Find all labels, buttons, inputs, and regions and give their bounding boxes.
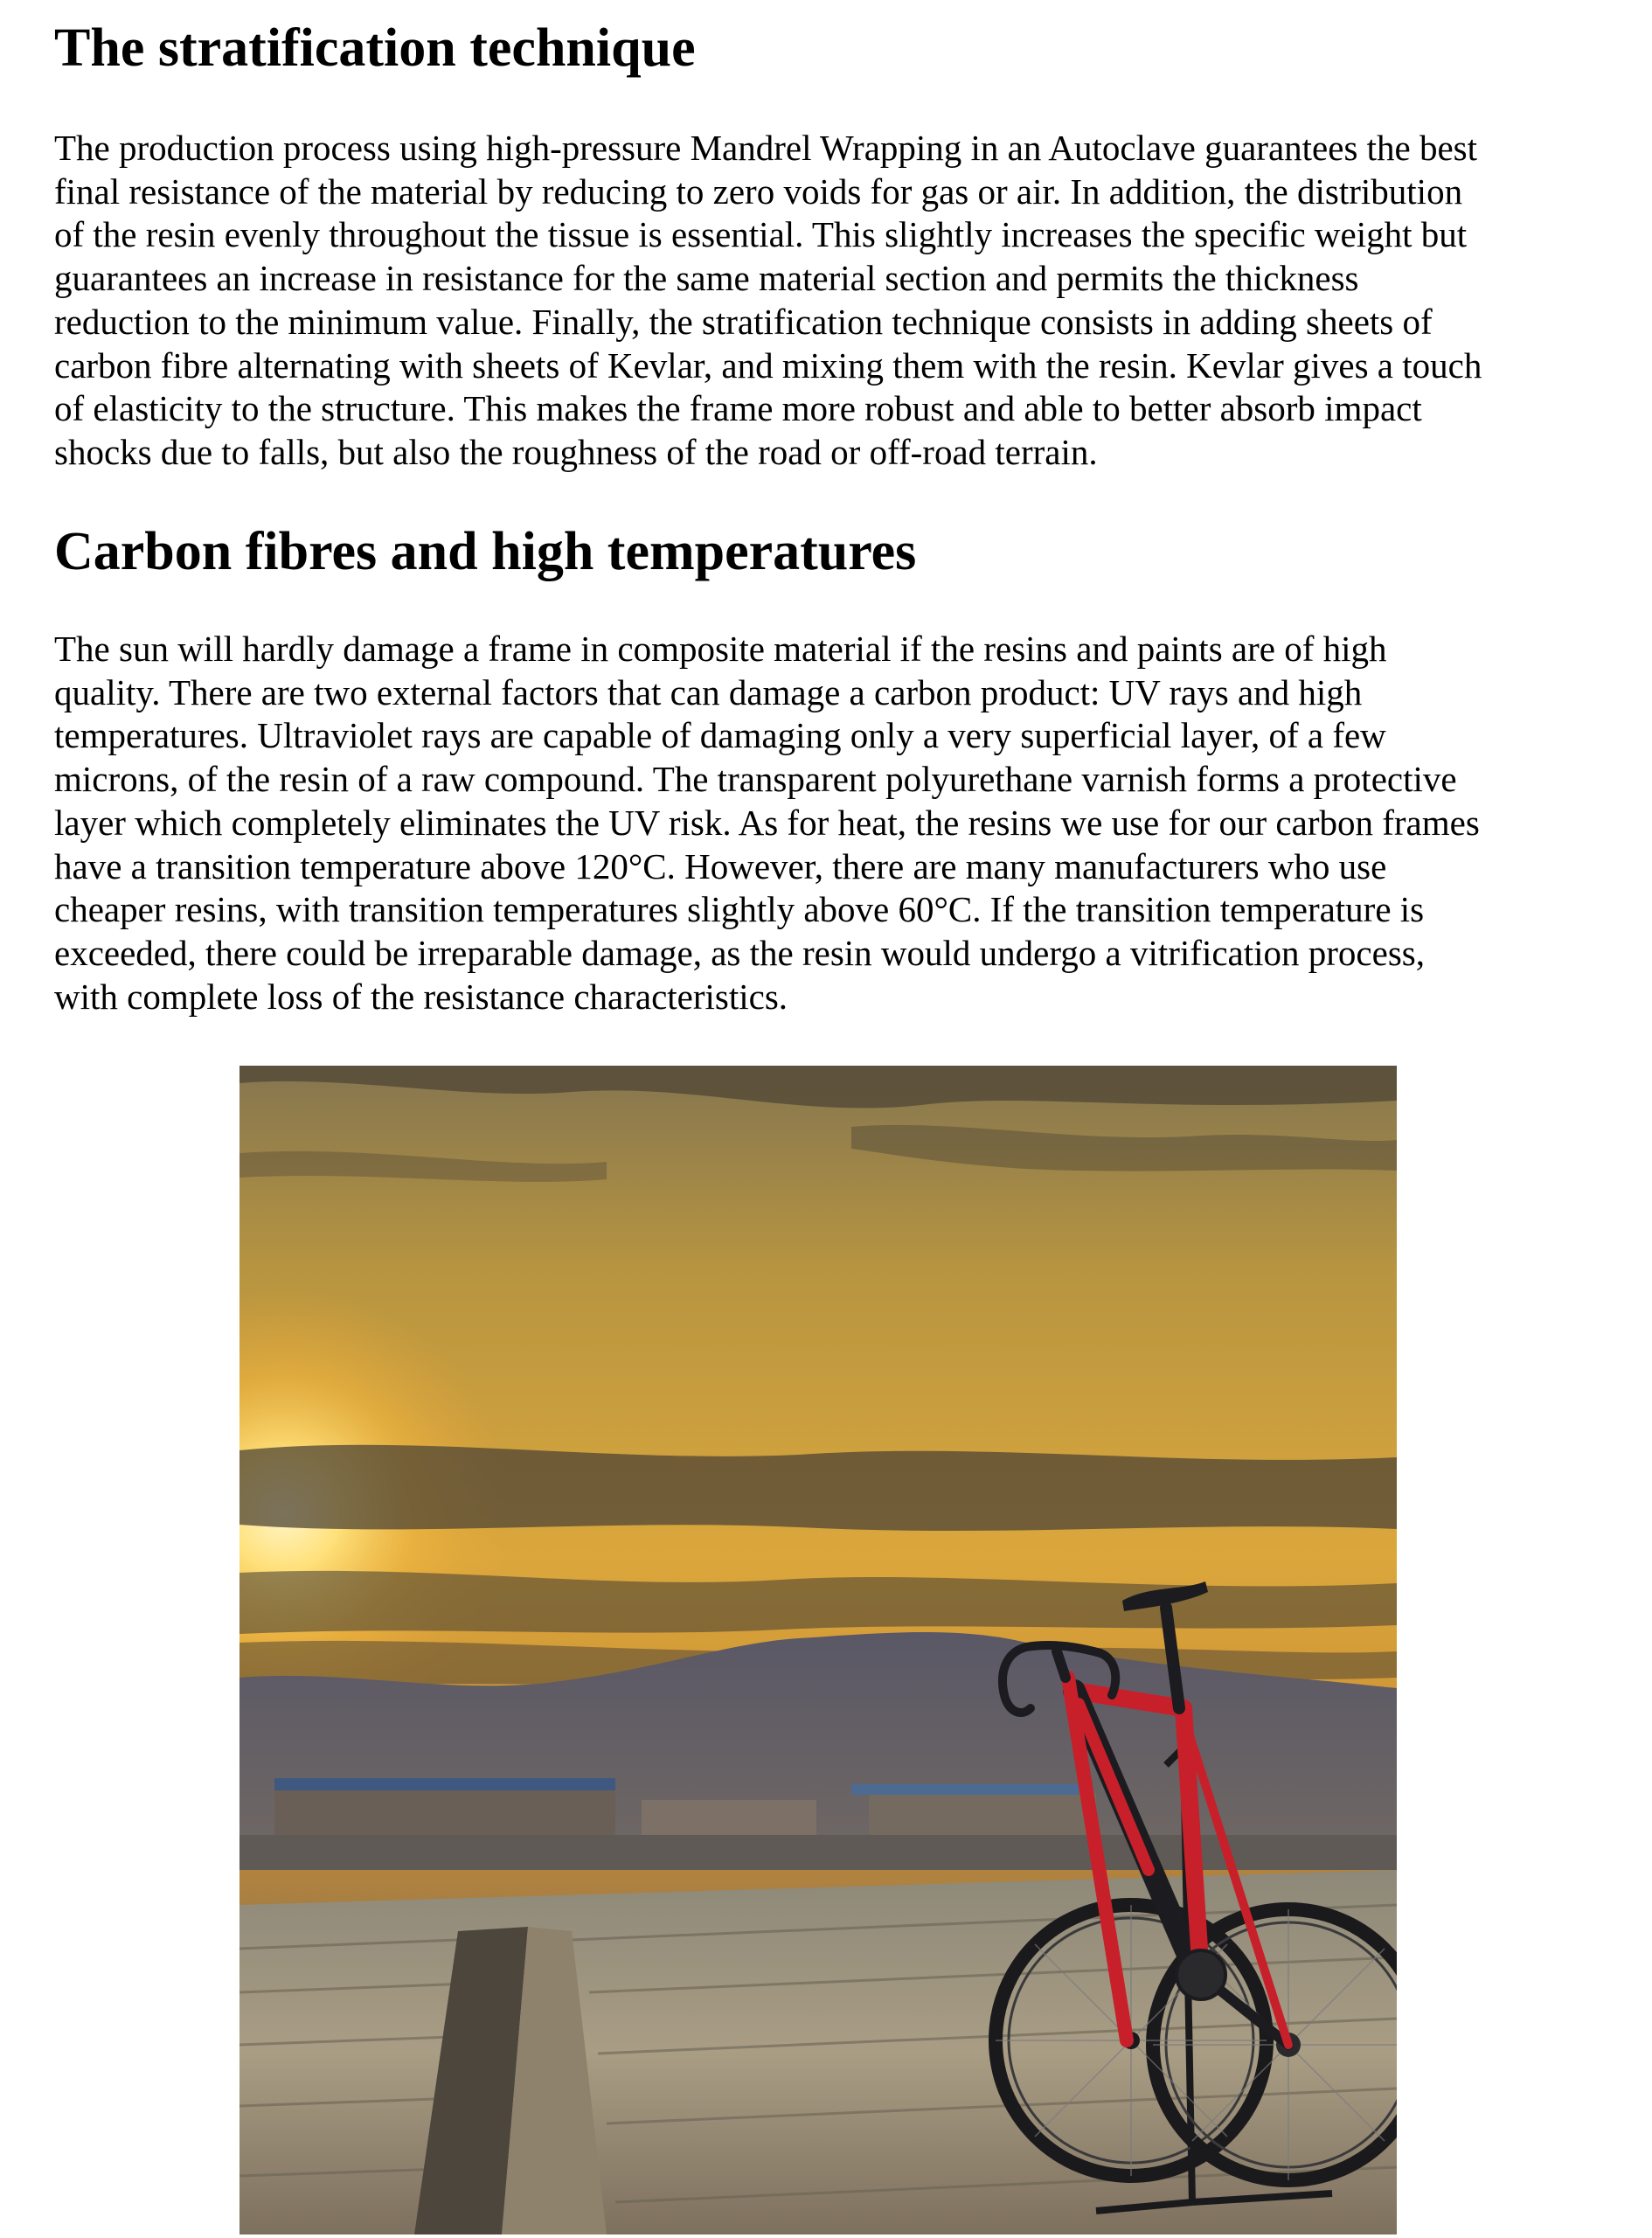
paragraph-high-temperatures — [54, 628, 1628, 1018]
text-line: of the resin evenly throughout the tissue is essential. This slightly increases the specific weight but — [54, 214, 1468, 255]
text-line: cheaper resins, with transition temperatures slightly above 60°C. If the transition temperature is — [54, 889, 1425, 930]
text-line: exceeded, there could be irreparable damage, as the resin would undergo a vitrification process, — [54, 932, 1425, 973]
text-line: guarantees an increase in resistance for the same material section and permits the thickness — [54, 258, 1359, 299]
paragraph-stratification — [54, 127, 1628, 475]
road-bike-sunset-photo — [239, 1066, 1397, 2235]
text-line: quality. There are two external factors that can damage a carbon product: UV rays and high — [54, 671, 1363, 712]
text-line: carbon fibre alternating with sheets of Kevlar, and mixing them with the resin. Kevlar gives a touch — [54, 344, 1482, 386]
text-line: with complete loss of the resistance characteristics. — [54, 976, 788, 1017]
text-line: have a transition temperature above 120°C. However, there are many manufacturers who use — [54, 845, 1387, 886]
section-heading-high-temperatures: Carbon fibres and high temperatures — [54, 522, 917, 581]
text-line: The sun will hardly damage a frame in composite material if the resins and paints are of high — [54, 629, 1387, 669]
text-line: shocks due to falls, but also the roughness of the road or off-road terrain. — [54, 431, 1098, 472]
text-line: The production process using high-pressure Mandrel Wrapping in an Autoclave guarantees the best — [54, 128, 1478, 168]
text-line: temperatures. Ultraviolet rays are capable of damaging only a very superficial layer, of a few — [54, 715, 1386, 756]
photo-illustration — [239, 1066, 1397, 2235]
text-line: of elasticity to the structure. This makes the frame more robust and able to better absorb impact — [54, 388, 1422, 429]
section-heading-stratification: The stratification technique — [54, 18, 696, 78]
text-line: final resistance of the material by reducing to zero voids for gas or air. In addition, the distribution — [54, 170, 1463, 212]
text-line: reduction to the minimum value. Finally, the stratification technique consists in adding sheets of — [54, 301, 1433, 342]
text-line: microns, of the resin of a raw compound. The transparent polyurethane varnish forms a protective — [54, 759, 1457, 800]
text-line: layer which completely eliminates the UV risk. As for heat, the resins we use for our carbon frames — [54, 802, 1480, 843]
